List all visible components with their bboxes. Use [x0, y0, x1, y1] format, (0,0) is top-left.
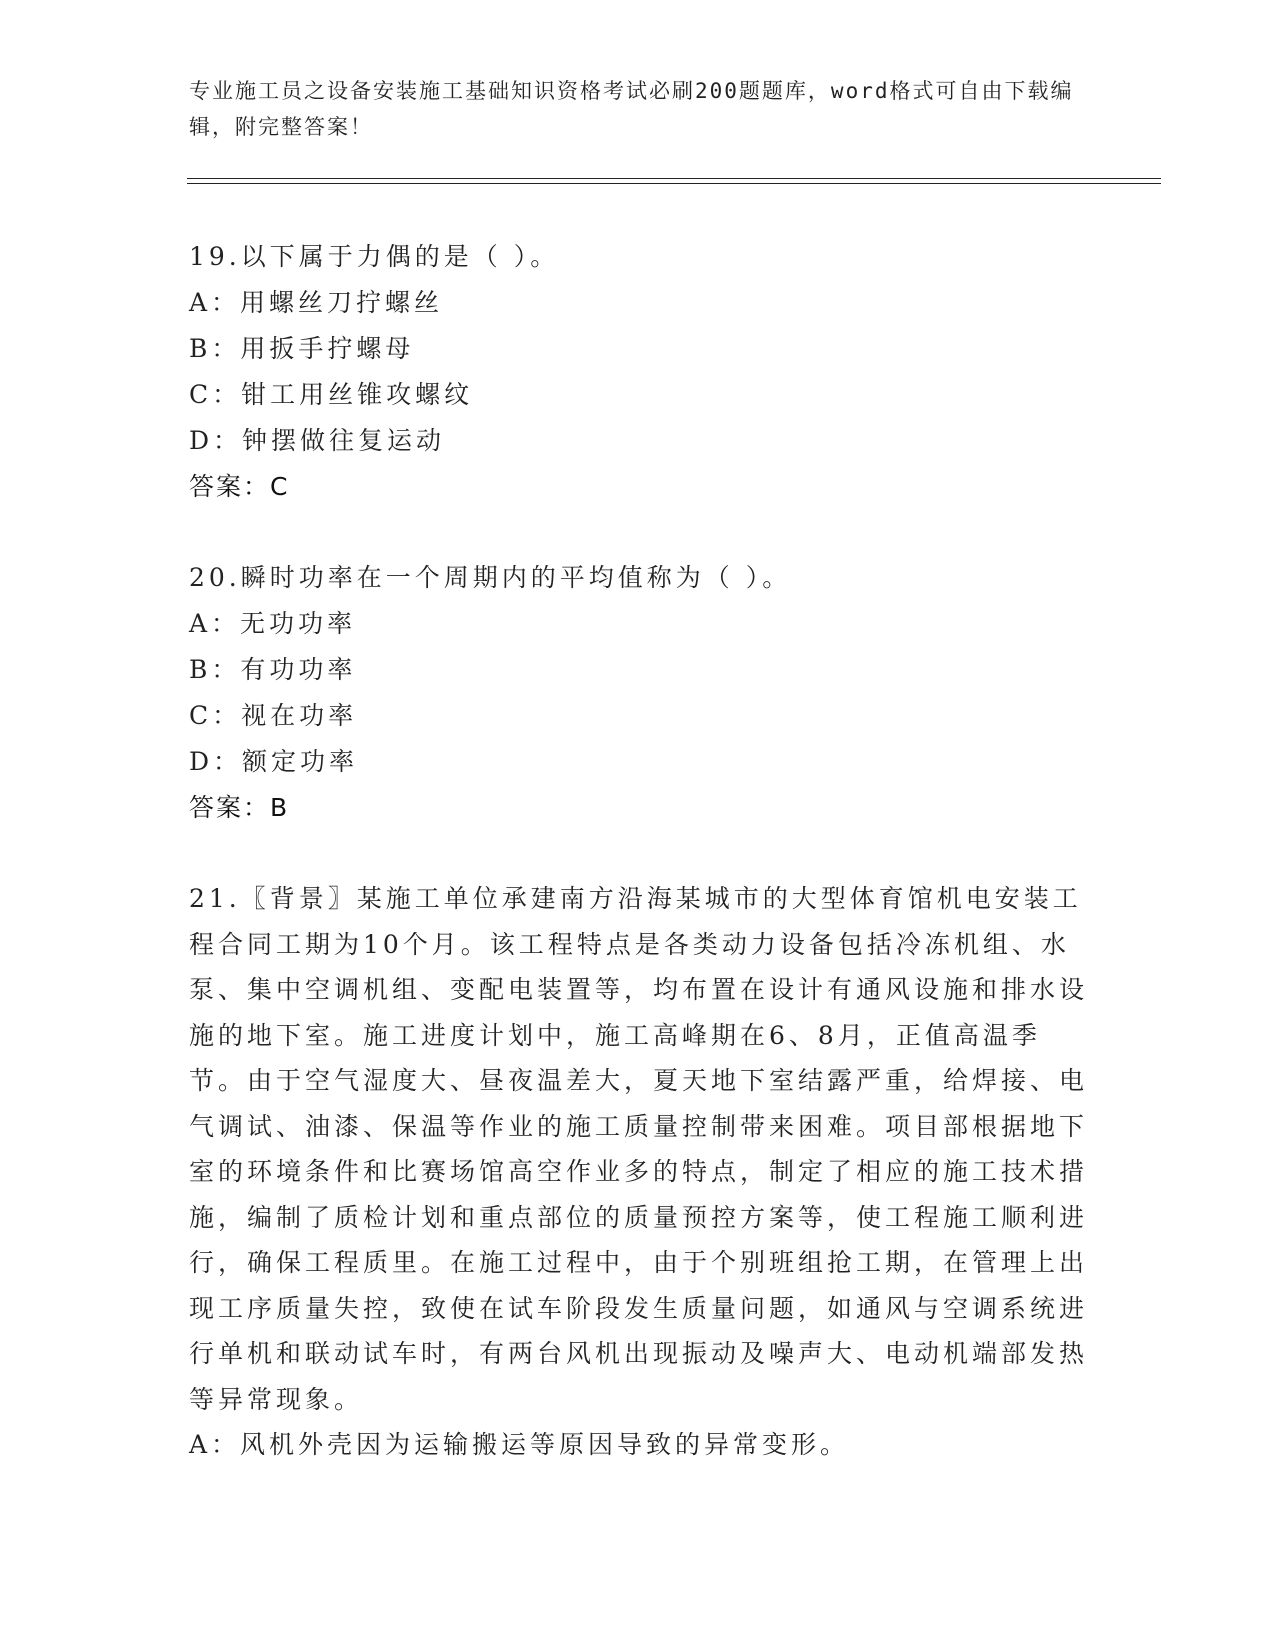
option-c: C：钳工用丝锥攻螺纹	[189, 380, 474, 409]
question-20	[189, 555, 1089, 831]
document-header: 专业施工员之设备安装施工基础知识资格考试必刷200题题库，word格式可自由下载编辑，附完整答案！	[189, 79, 1074, 139]
question-text: 21.〖背景〗某施工单位承建南方沿海某城市的大型体育馆机电安装工程合同工期为10个月。该工程特点是各类动力设备包括冷冻机组、水泵、集中空调机组、变配电装置等，均布置在设计有通风设施和排水设施的地下室。施工进度计划中，施工高峰期在6、8月，正值高温季节。由于空气湿度大、昼夜温差大，夏天地下室结露严重，给焊接、电气调试、油漆、保温等作业的施工质量控制带来困难。项目部根据地下室的环境条件和比赛场馆高空作业多的特点，制定了相应的施工技术措施，编制了质检计划和重点部位的质量预控方案等，使工程施工顺利进行，确保工程质里。在施工过程中，由于个别班组抢工期，在管理上出现工序质量失控，致使在试车阶段发生质量问题，如通风与空调系统进行单机和联动试车时，有两台风机出现振动及噪声大、电动机端部发热等异常现象。	[189, 884, 1089, 1414]
option-b: B：用扳手拧螺母	[189, 334, 415, 363]
option-b: B：有功功率	[189, 655, 357, 684]
question-19	[189, 234, 1089, 510]
option-c: C：视在功率	[189, 701, 358, 730]
question-21	[189, 876, 1089, 1468]
answer-label: 答案：B	[189, 793, 290, 822]
option-d: D：额定功率	[189, 747, 359, 776]
option-a: A：用螺丝刀拧螺丝	[189, 288, 444, 317]
header-divider-top	[187, 178, 1161, 179]
answer-label: 答案：C	[189, 472, 290, 501]
option-a: A：风机外壳因为运输搬运等原因导致的异常变形。	[189, 1430, 850, 1459]
question-text: 19.以下属于力偶的是（ ）。	[189, 242, 560, 271]
question-text: 20.瞬时功率在一个周期内的平均值称为（ ）。	[189, 563, 792, 592]
option-a: A：无功功率	[189, 609, 357, 638]
option-d: D：钟摆做往复运动	[189, 426, 446, 455]
header-divider-bottom	[187, 183, 1161, 184]
